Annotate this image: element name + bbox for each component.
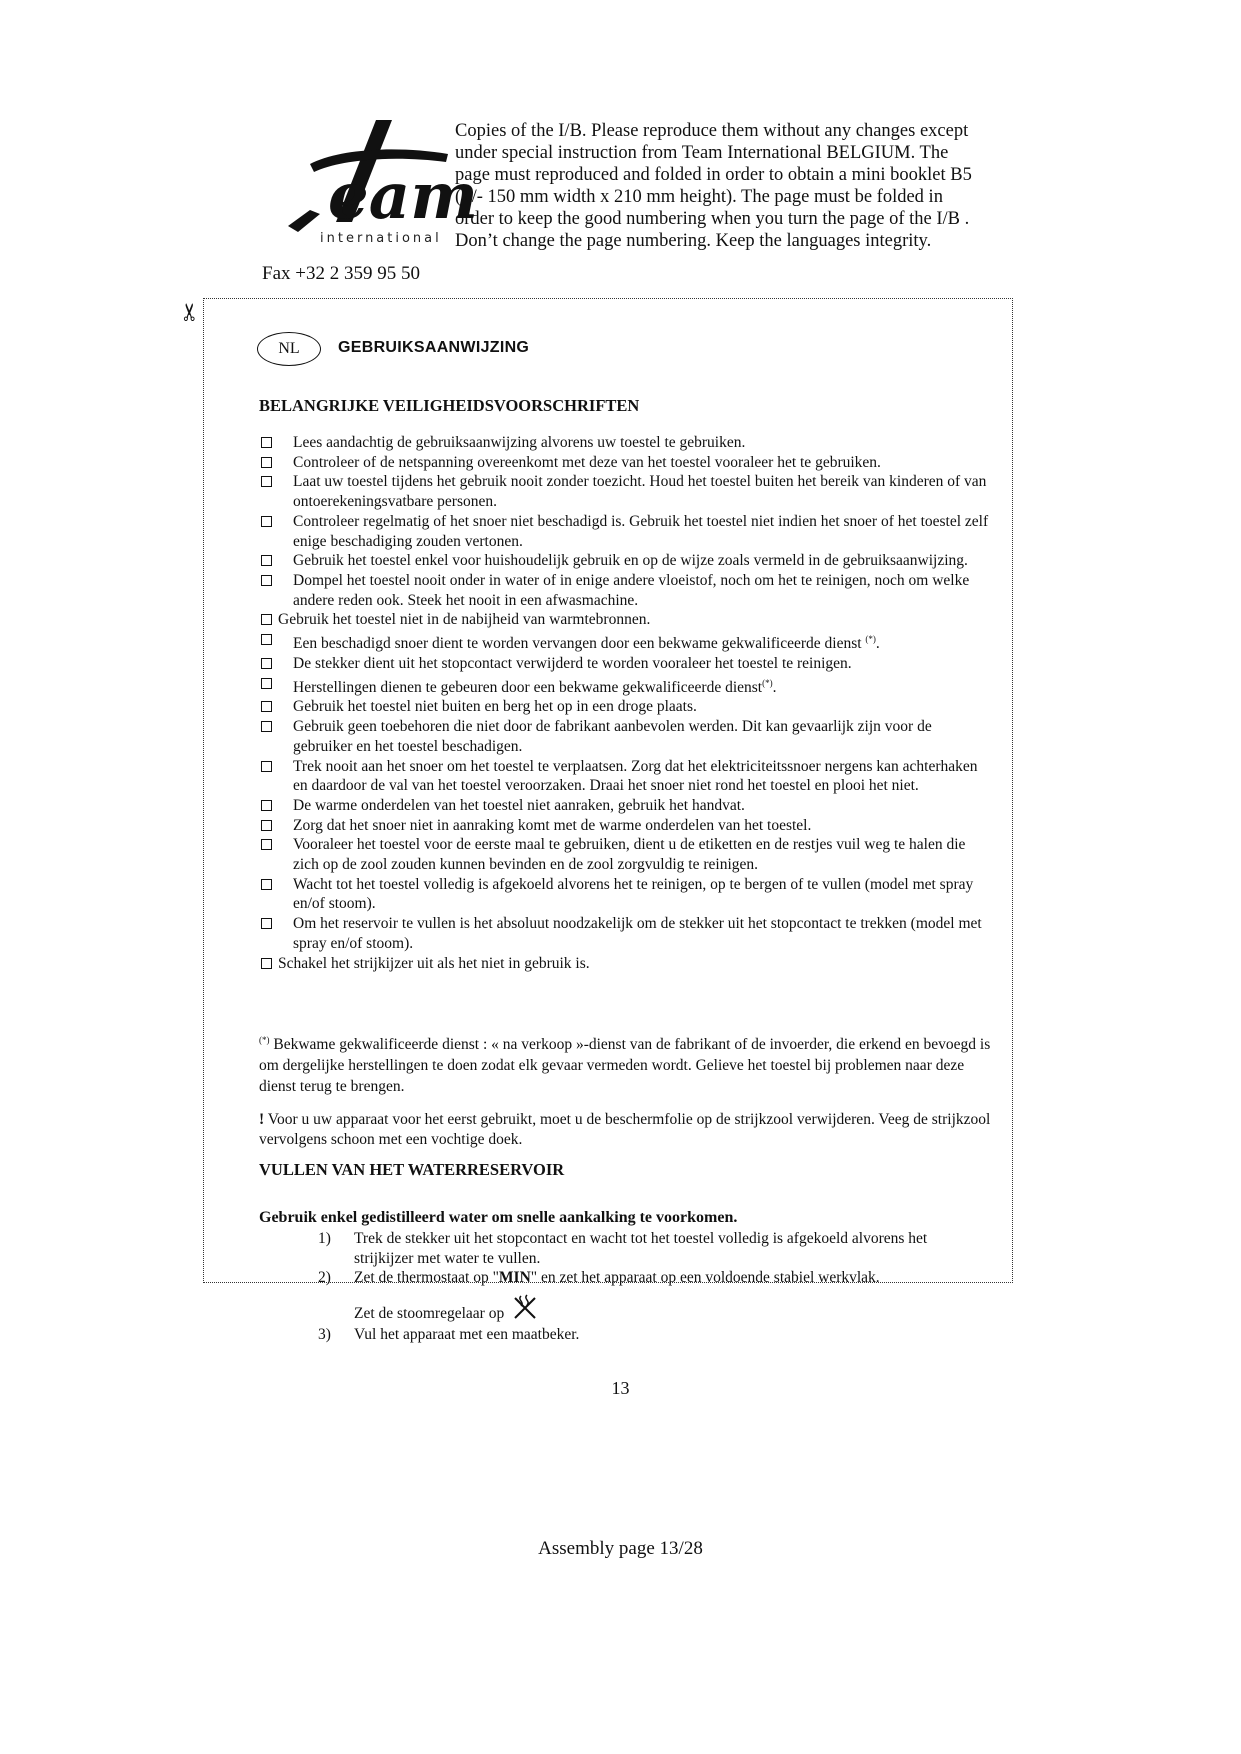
list-item: Laat uw toestel tijdens het gebruik nooit zonder toezicht. Houd het toestel buiten het bereik van kinderen of van ontoerekeningsvatbare personen. (259, 472, 991, 511)
team-logo (280, 118, 478, 250)
step-number: 1) (318, 1230, 331, 1247)
step-item: 1) Trek de stekker uit het stopcontact en wacht tot het toestel volledig is afgekoeld alvorens het strijkijzer met water te vullen. (318, 1230, 928, 1267)
list-item: Vooraleer het toestel voor de eerste maal te gebruiken, dient u de etiketten en de restjes vuil weg te halen die zich op de zool zouden kunnen bevinden en de zool zorgvuldig te reinigen. (259, 835, 991, 874)
checkbox-icon (261, 839, 272, 850)
safety-heading: BELANGRIJKE VEILIGHEIDSVOORSCHRIFTEN (259, 396, 640, 415)
list-item: Zorg dat het snoer niet in aanraking komt met de warme onderdelen van het toestel. (259, 816, 991, 836)
checkbox-icon (261, 918, 272, 929)
fill-steps (318, 1229, 988, 1345)
page-number: 13 (611, 1378, 630, 1398)
list-item: Om het reservoir te vullen is het absoluut noodzakelijk om de stekker uit het stopcontact te trekken (model met spray en/of stoom). (259, 914, 991, 953)
scissors-icon: ✂ (176, 301, 205, 323)
assembly-page-label: Assembly page 13/28 (538, 1538, 703, 1559)
language-badge: NL (257, 332, 321, 366)
manual-title: GEBRUIKSAANWIJZING (338, 339, 530, 356)
checkbox-icon (261, 516, 272, 527)
svg-text:international: international (320, 231, 442, 246)
list-item: Controleer of de netspanning overeenkomt met deze van het toestel vooraleer het te gebruiken. (259, 453, 991, 473)
safety-list (259, 433, 991, 973)
checkbox-icon (261, 958, 272, 969)
steam-setting-note: Zet de stoomregelaar op (318, 1292, 988, 1324)
checkbox-icon (261, 575, 272, 586)
step-item: 2) Zet de thermostaat op "MIN" en zet het apparaat op een voldoende stabiel werkvlak. (318, 1269, 880, 1286)
checkbox-icon (261, 457, 272, 468)
checkbox-icon (261, 437, 272, 448)
checkbox-icon (261, 555, 272, 566)
team-logo-graphic (280, 118, 478, 250)
list-item: Een beschadigd snoer dient te worden vervangen door een bekwame gekwalificeerde dienst (*). (259, 630, 991, 654)
fax-number: Fax +32 2 359 95 50 (262, 263, 420, 284)
list-item: Gebruik geen toebehoren die niet door de fabrikant aanbevolen werden. Dit kan gevaarlijk zijn voor de gebruiker en het toestel beschadigen. (259, 717, 991, 756)
checkbox-icon (261, 614, 272, 625)
checkbox-icon (261, 761, 272, 772)
checkbox-icon (261, 800, 272, 811)
list-item: De stekker dient uit het stopcontact verwijderd te worden vooraleer het toestel te reinigen. (259, 654, 991, 674)
list-item: De warme onderdelen van het toestel niet aanraken, gebruik het handvat. (259, 796, 991, 816)
fill-heading: VULLEN VAN HET WATERRESERVOIR (259, 1160, 565, 1179)
checkbox-icon (261, 820, 272, 831)
checkbox-icon (261, 634, 272, 645)
checkbox-icon (261, 476, 272, 487)
checkbox-icon (261, 721, 272, 732)
footnote-ref: (*) (762, 677, 773, 688)
list-item: Gebruik het toestel enkel voor huishoudelijk gebruik en op de wijze zoals vermeld in de gebruiksaanwijzing. (259, 551, 991, 571)
checkbox-icon (261, 879, 272, 890)
list-item: Schakel het strijkijzer uit als het niet in gebruik is. (259, 954, 991, 974)
list-item: Wacht tot het toestel volledig is afgekoeld alvorens het te reinigen, op te bergen of te vullen (model met spray en/of stoom). (259, 875, 991, 914)
warning-note: ! Voor u uw apparaat voor het eerst gebruikt, moet u de beschermfolie op de strijkzool verwijderen. Veeg de strijkzool vervolgens schoon met een vochtige doek. (259, 1111, 991, 1148)
list-item: Lees aandachtig de gebruiksaanwijzing alvorens uw toestel te gebruiken. (259, 433, 991, 453)
step-number: 2) (318, 1269, 331, 1286)
footnote: (*) Bekwame gekwalificeerde dienst : « na verkoop »-dienst van de fabrikant of de invoerder, die erkend en bevoegd is om dergelijke herstellingen te doen zodat elk gevaar vermeden wordt. Gelieve het toestel bij problemen naar deze dienst terug te brengen. (259, 1035, 991, 1096)
list-item: Gebruik het toestel niet buiten en berg het op in een droge plaats. (259, 697, 991, 717)
checkbox-icon (261, 701, 272, 712)
svg-text:eam: eam (328, 159, 478, 234)
list-item: Dompel het toestel nooit onder in water of in enige andere vloeistof, noch om het te reinigen, noch om welke andere reden ook. Steek het nooit in een afwasmachine. (259, 571, 991, 610)
step-number: 3) (318, 1326, 331, 1343)
footnote-ref: (*) (865, 634, 876, 645)
fill-intro: Gebruik enkel gedistilleerd water om snelle aankalking te voorkomen. (259, 1209, 738, 1226)
checkbox-icon (261, 658, 272, 669)
reproduction-instructions: Copies of the I/B. Please reproduce them without any changes except under special instruction from Team International BELGIUM. The page must reproduced and folded in order to obtain a mini booklet B5 (+/- 150 mm width x 210 mm height). The page must be folded in order to keep the good numbering when you turn the page of the I/B . Don’t change the page numbering. Keep the languages integrity. (455, 121, 972, 251)
list-item: Gebruik het toestel niet in de nabijheid van warmtebronnen. (259, 610, 991, 630)
warning-mark: ! (259, 1111, 265, 1128)
list-item: Herstellingen dienen te gebeuren door een bekwame gekwalificeerde dienst(*). (259, 674, 991, 698)
footnote-mark: (*) (259, 1035, 270, 1045)
step-item: 3) Vul het apparaat met een maatbeker. (318, 1326, 580, 1343)
list-item: Controleer regelmatig of het snoer niet beschadigd is. Gebruik het toestel niet indien het snoer of het toestel zelf enige beschadiging zouden vertonen. (259, 512, 991, 551)
no-steam-icon (512, 1292, 538, 1322)
list-item: Trek nooit aan het snoer om het toestel te verplaatsen. Zorg dat het elektriciteitssnoer nergens kan achterhaken en daardoor de val van het toestel veroorzaken. Draai het snoer niet rond het toestel en plooi het niet. (259, 757, 991, 796)
checkbox-icon (261, 678, 272, 689)
